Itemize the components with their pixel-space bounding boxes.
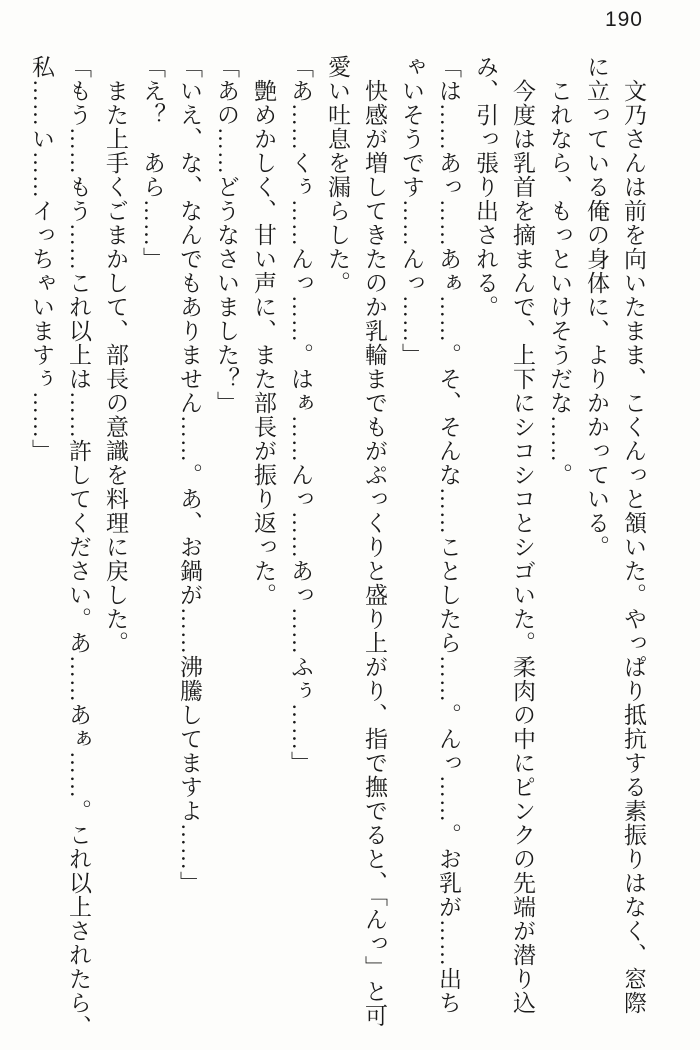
page-number: 190 [604,8,643,31]
text-column: に立っている俺の身体に、よりかかっている。 [584,55,609,559]
text-column: み、引っ張り出される。 [473,55,498,319]
text-column: 文乃さんは前を向いたまま、こくんっと頷いた。やっぱり抵抗する素振りはなく、窓際 [621,55,646,1015]
text-column: 「もう……もう……これ以上は……許してください。あ……あぁ……。これ以上されたら、 [66,55,91,1039]
text-column: 「あの……どうなさいました？」 [214,55,239,415]
text-column: また上手くごまかして、部長の意識を料理に戻した。 [103,55,128,655]
text-column: これなら、もっといけそうだな……。 [547,55,572,487]
text-column: 私……い……イっちゃいますぅ……」 [29,55,54,463]
text-column: 「え？ あら……」 [140,55,165,271]
text-column: 快感が増してきたのか乳輪までもがぷっくりと盛り上がり、指で撫でると、「んっ」と可 [362,55,387,1028]
text-column: ゃいそうです……んっ……」 [399,55,424,367]
text-column: 艶めかしく、甘い声に、また部長が振り返った。 [251,55,276,607]
text-column: 「あ……くぅ……んっ……。はぁ……んっ……あっ……ふぅ……」 [288,55,313,775]
text-column: 「いえ、な、なんでもありません……。あ、お鍋が……沸騰してますよ……」 [177,55,202,895]
vertical-text-block [23,55,652,1047]
text-column: 今度は乳首を摘まんで、上下にシコシコとシゴいた。柔肉の中にピンクの先端が潜り込 [510,55,535,1015]
text-column: 「は……あっ……あぁ……。そ、そんな……ことしたら……。んっ……。お乳が……出ち [436,55,461,1015]
text-column: 愛い吐息を漏らした。 [325,55,350,295]
